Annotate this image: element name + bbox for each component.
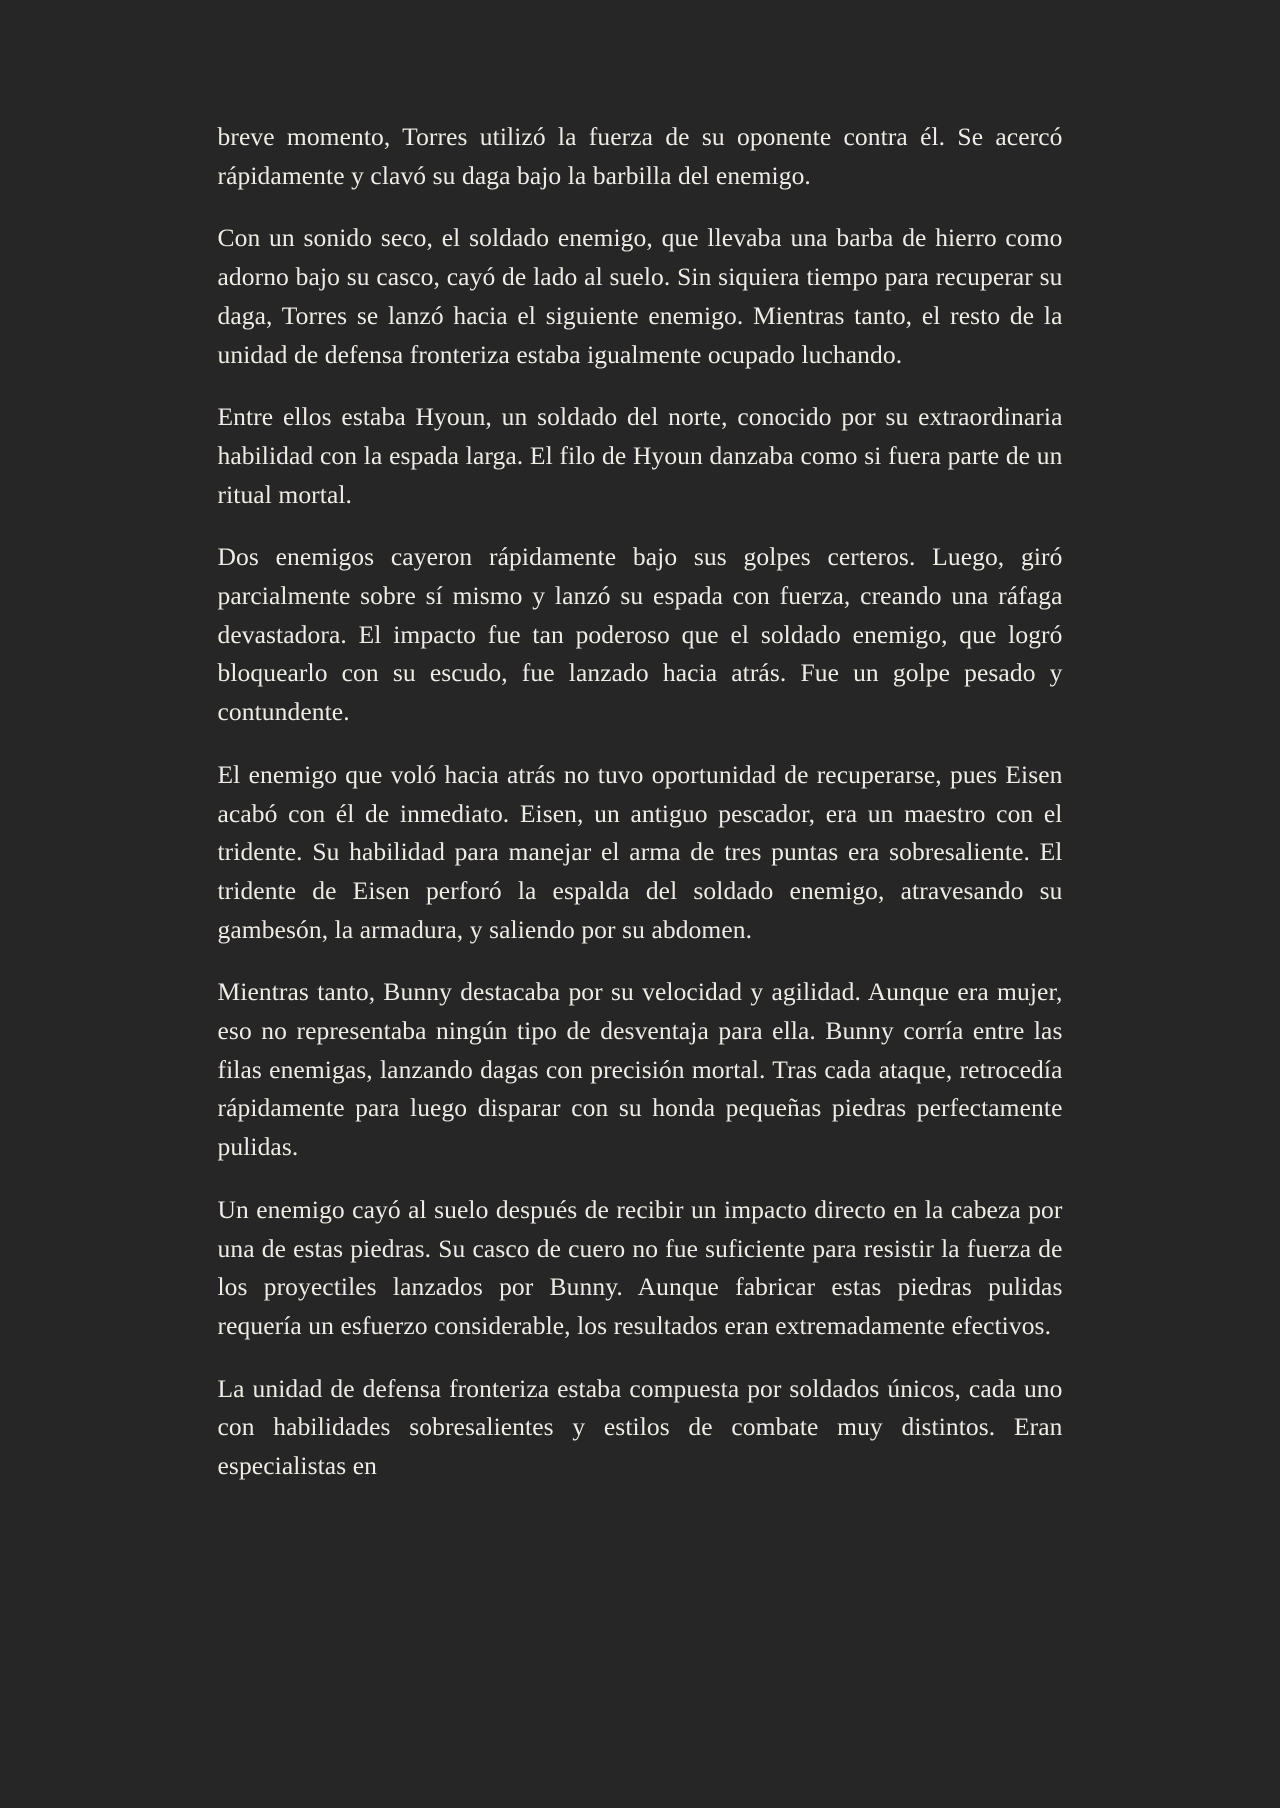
paragraph: Dos enemigos cayeron rápidamente bajo sus golpes certeros. Luego, giró parcialmente sobre sí mismo y lanzó su espada con fuerza, creando una ráfaga devastadora. El impacto fue tan poderoso que el soldado enemigo, que logró bloquearlo con su escudo, fue lanzado hacia atrás. Fue un golpe pesado y contundente. (217, 542, 1063, 727)
paragraph: Mientras tanto, Bunny destacaba por su velocidad y agilidad. Aunque era mujer, eso no representaba ningún tipo de desventaja para ella. Bunny corría entre las filas enemigas, lanzando dagas con precisión mortal. Tras cada ataque, retrocedía rápidamente para luego disparar con su honda pequeñas piedras perfectamente pulidas. (217, 977, 1063, 1162)
paragraph: Con un sonido seco, el soldado enemigo, que llevaba una barba de hierro como adorno bajo su casco, cayó de lado al suelo. Sin siquiera tiempo para recuperar su daga, Torres se lanzó hacia el siguiente enemigo. Mientras tanto, el resto de la unidad de defensa fronteriza estaba igualmente ocupado luchando. (217, 223, 1063, 369)
paragraph: breve momento, Torres utilizó la fuerza de su oponente contra él. Se acercó rápidamente y clavó su daga bajo la barbilla del enemigo. (217, 122, 1063, 190)
text-column (218, 118, 1063, 1486)
paragraph: Un enemigo cayó al suelo después de recibir un impacto directo en la cabeza por una de estas piedras. Su casco de cuero no fue suficiente para resistir la fuerza de los proyectiles lanzados por Bunny. Aunque fabricar estas piedras pulidas requería un esfuerzo considerable, los resultados eran extremadamente efectivos. (217, 1194, 1063, 1340)
paragraph: La unidad de defensa fronteriza estaba compuesta por soldados únicos, cada uno con habilidades sobresalientes y estilos de combate muy distintos. Eran especialistas en (217, 1373, 1063, 1481)
paragraph: Entre ellos estaba Hyoun, un soldado del norte, conocido por su extraordinaria habilidad con la espada larga. El filo de Hyoun danzaba como si fuera parte de un ritual mortal. (217, 402, 1063, 509)
paragraph: El enemigo que voló hacia atrás no tuvo oportunidad de recuperarse, pues Eisen acabó con él de inmediato. Eisen, un antiguo pescador, era un maestro con el tridente. Su habilidad para manejar el arma de tres puntas era sobresaliente. El tridente de Eisen perforó la espalda del soldado enemigo, atravesando su gambesón, la armadura, y saliendo por su abdomen. (217, 759, 1063, 944)
